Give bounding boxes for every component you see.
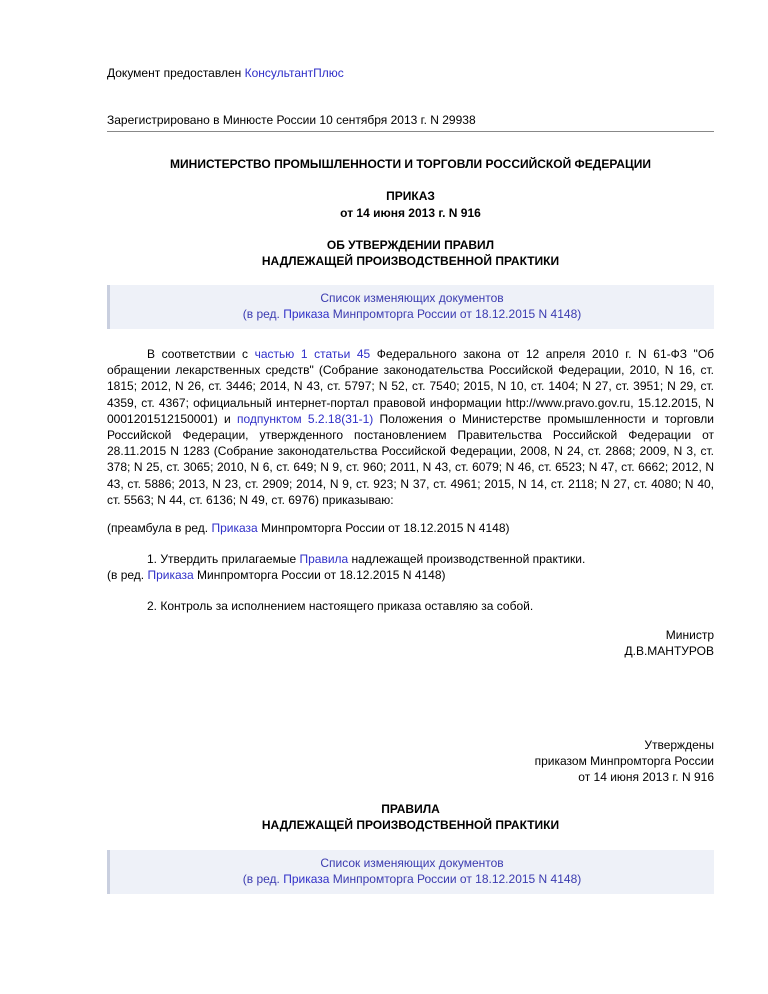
law-article-link[interactable]: частью 1 статьи 45 [254, 347, 371, 361]
item-1: 1. Утвердить прилагаемые Правила надлежащей производственной практики. [147, 552, 586, 566]
order-subject-line1: ОБ УТВЕРЖДЕНИИ ПРАВИЛ [326, 238, 495, 252]
ministry-title: МИНИСТЕРСТВО ПРОМЫШЛЕННОСТИ И ТОРГОВЛИ РОССИЙСКОЙ ФЕДЕРАЦИИ [170, 157, 651, 171]
preamble-amendment-note: (преамбула в ред. Приказа Минпромторга России от 18.12.2015 N 4148) [107, 521, 510, 535]
order-subject-line2: НАДЛЕЖАЩЕЙ ПРОИЗВОДСТВЕННОЙ ПРАКТИКИ [261, 254, 560, 268]
preamble-amendment-link[interactable]: Приказа [211, 521, 258, 535]
changes-box-2 [107, 850, 714, 894]
approved-line-1: Утверждены [644, 738, 714, 752]
consultant-link[interactable]: КонсультантПлюс [244, 66, 344, 80]
item-1-amendment-note: (в ред. Приказа Минпромторга России от 18.12.2015 N 4148) [107, 568, 446, 582]
rules-title: ПРАВИЛА [381, 802, 440, 816]
signature-name: Д.В.МАНТУРОВ [624, 644, 714, 658]
order-date: от 14 июня 2013 г. N 916 [340, 206, 481, 220]
changes-box-note: (в ред. Приказа Минпромторга России от 18.12.2015 N 4148) [242, 307, 582, 321]
preamble-paragraph: В соответствии с частью 1 статьи 45 Федерального закона от 12 апреля 2010 г. N 61-ФЗ "Об обращении лекарственных средств" (Собрание законодательства Российской Федерации, 2010, N 16, ст. 1815; 2012, N 26, ст. 3446; 2014, N 43, ст. 5797; N 52, ст. 7540; 2015, N 10, ст. 1404; N 27, ст. 3951; N 29, ст. 4359, ст. 4367; официальный интернет-портал правовой информации http://www.pravo.gov.ru, 15.12.2015, N 0001201512150001) и подпунктом 5.2.18(31-1) Положения о Министерстве промышленности и торговли Российской Федерации, утвержденного постановлением Правительства Российской Федерации от 28.11.2015 N 1283 (Собрание законодательства Российской Федерации, 2008, N 24, ст. 2868; 2009, N 3, ст. 378; N 25, ст. 3065; 2010, N 6, ст. 649; N 9, ст. 960; 2011, N 43, ст. 6079; N 46, ст. 6523; N 47, ст. 6662; 2012, N 43, ст. 5886; 2013, N 23, ст. 2909; 2014, N 9, ст. 923; N 37, ст. 4961; 2015, N 14, ст. 2118; N 27, ст. 4080; N 40, ст. 5563; N 44, ст. 6136; N 49, ст. 6976) приказываю: [107, 347, 715, 507]
item-1-amendment-link[interactable]: Приказа [147, 568, 194, 582]
amendment-link[interactable]: Приказа [283, 872, 330, 886]
changes-box-title: Список изменяющих документов [320, 291, 504, 305]
signature-position: Министр [665, 628, 714, 642]
order-title: ПРИКАЗ [386, 189, 435, 203]
approved-line-3: от 14 июня 2013 г. N 916 [578, 770, 714, 784]
changes-box-1 [107, 285, 714, 329]
registration-line: Зарегистрировано в Минюсте России 10 сентября 2013 г. N 29938 [107, 113, 476, 127]
changes-box-title: Список изменяющих документов [320, 856, 504, 870]
changes-box-note: (в ред. Приказа Минпромторга России от 18.12.2015 N 4148) [242, 872, 582, 886]
subclause-link[interactable]: подпунктом 5.2.18(31-1) [236, 411, 374, 426]
provided-by-text: Документ предоставлен [107, 66, 245, 80]
provided-by-line [107, 66, 344, 80]
rules-link[interactable]: Правила [299, 552, 349, 566]
approved-line-2: приказом Минпромторга России [534, 754, 714, 768]
rules-subtitle: НАДЛЕЖАЩЕЙ ПРОИЗВОДСТВЕННОЙ ПРАКТИКИ [261, 818, 560, 832]
item-2: 2. Контроль за исполнением настоящего приказа оставляю за собой. [147, 599, 534, 613]
amendment-link[interactable]: Приказа [283, 307, 330, 321]
header-divider [107, 131, 714, 132]
